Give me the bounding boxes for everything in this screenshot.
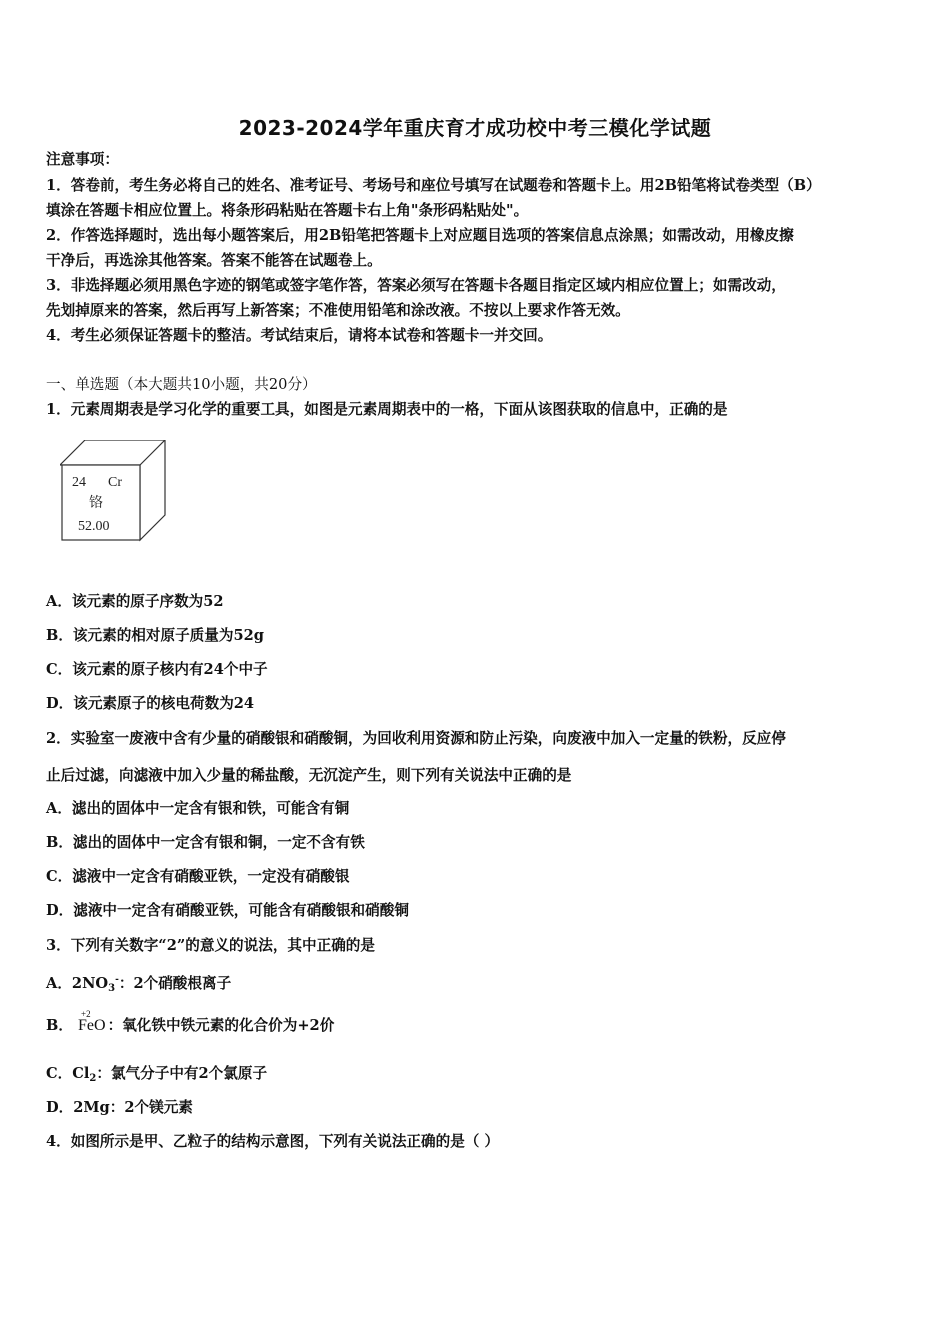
q3-option-b-formula-wrap bbox=[78, 1009, 106, 1036]
question-2-stem-line1: 2．实验室一废液中含有少量的硝酸银和硝酸铜，为回收利用资源和防止污染，向废液中加入一定量的铁粉，反应停 bbox=[46, 730, 786, 747]
q3-option-a-label: A． bbox=[46, 975, 72, 992]
q1-option-c: C．该元素的原子核内有24个中子 bbox=[46, 661, 268, 678]
q3-option-b-text: ：氧化铁中铁元素的化合价为+2价 bbox=[107, 1017, 335, 1034]
question-4-stem: 4．如图所示是甲、乙粒子的结构示意图，下列有关说法正确的是（ ） bbox=[46, 1133, 500, 1150]
question-3-stem: 3．下列有关数字“2”的意义的说法，其中正确的是 bbox=[46, 937, 375, 954]
q3-option-a-formula: 2NO bbox=[71, 975, 109, 992]
element-atomic-mass: 52.00 bbox=[78, 519, 110, 534]
question-1-stem: 1．元素周期表是学习化学的重要工具，如图是元素周期表中的一格，下面从该图获取的信息中，正确的是 bbox=[46, 401, 728, 418]
q3-option-d: D．2Mg：2个镁元素 bbox=[46, 1099, 193, 1116]
notice-line: 3．非选择题必须用黑色字迹的钢笔或签字笔作答，答案必须写在答题卡各题目指定区域内相应位置上；如需改动， bbox=[46, 277, 786, 294]
section-heading: 一、单选题（本大题共10小题，共20分） bbox=[46, 376, 317, 393]
notice-line: 2．作答选择题时，选出每小题答案后，用2B铅笔把答题卡上对应题目选项的答案信息点涂黑；如需改动，用橡皮擦 bbox=[46, 227, 794, 244]
q3-option-c-subscript: 2 bbox=[89, 1073, 97, 1084]
q3-option-c-text: ：氯气分子中有2个氯原子 bbox=[96, 1065, 268, 1082]
notice-line: 1．答卷前，考生务必将自己的姓名、准考证号、考场号和座位号填写在试题卷和答题卡上。用2B铅笔将试卷类型（B） bbox=[46, 177, 821, 194]
q1-option-b: B．该元素的相对原子质量为52g bbox=[46, 627, 264, 644]
notice-line: 填涂在答题卡相应位置上。将条形码粘贴在答题卡右上角"条形码粘贴处"。 bbox=[46, 202, 529, 219]
q3-option-c-formula: Cl bbox=[72, 1065, 90, 1082]
q1-option-a: A．该元素的原子序数为52 bbox=[46, 593, 224, 610]
q3-option-b-label: B． bbox=[46, 1017, 73, 1034]
element-atomic-number: 24 bbox=[72, 475, 86, 490]
q3-option-a-text: ：2个硝酸根离子 bbox=[118, 975, 232, 992]
question-2-stem-line2: 止后过滤，向滤液中加入少量的稀盐酸，无沉淀产生，则下列有关说法中正确的是 bbox=[46, 767, 572, 784]
q2-option-a: A．滤出的固体中一定含有银和铁，可能含有铜 bbox=[46, 800, 350, 817]
element-symbol: Cr bbox=[108, 475, 122, 490]
q2-option-b: B．滤出的固体中一定含有银和铜，一定不含有铁 bbox=[46, 834, 365, 851]
notice-heading: 注意事项： bbox=[46, 151, 119, 168]
q3-option-a-subscript: 3 bbox=[108, 983, 116, 994]
page-title: 2023-2024学年重庆育才成功校中考三模化学试题 bbox=[238, 116, 712, 140]
q1-option-d: D．该元素原子的核电荷数为24 bbox=[46, 695, 255, 712]
q3-option-c-label: C． bbox=[46, 1065, 73, 1082]
q3-option-a bbox=[46, 970, 231, 999]
notice-line: 4．考生必须保证答题卡的整洁。考试结束后，请将本试卷和答题卡一并交回。 bbox=[46, 327, 553, 344]
q2-option-c: C．滤液中一定含有硝酸亚铁，一定没有硝酸银 bbox=[46, 868, 350, 885]
notice-line: 先划掉原来的答案，然后再写上新答案；不准使用铅笔和涂改液。不按以上要求作答无效。 bbox=[46, 302, 630, 319]
q2-option-d: D．滤液中一定含有硝酸亚铁，可能含有硝酸银和硝酸铜 bbox=[46, 902, 409, 919]
element-card-figure bbox=[60, 440, 170, 545]
q3-option-b-valence: +2 bbox=[81, 1009, 91, 1019]
q3-option-a-superscript: - bbox=[115, 975, 119, 985]
q3-option-b-formula: FeO bbox=[78, 1017, 106, 1034]
q3-option-c bbox=[46, 1064, 267, 1089]
q3-option-b bbox=[46, 1009, 335, 1036]
element-name: 铬 bbox=[89, 495, 103, 511]
notice-line: 干净后，再选涂其他答案。答案不能答在试题卷上。 bbox=[46, 252, 382, 269]
